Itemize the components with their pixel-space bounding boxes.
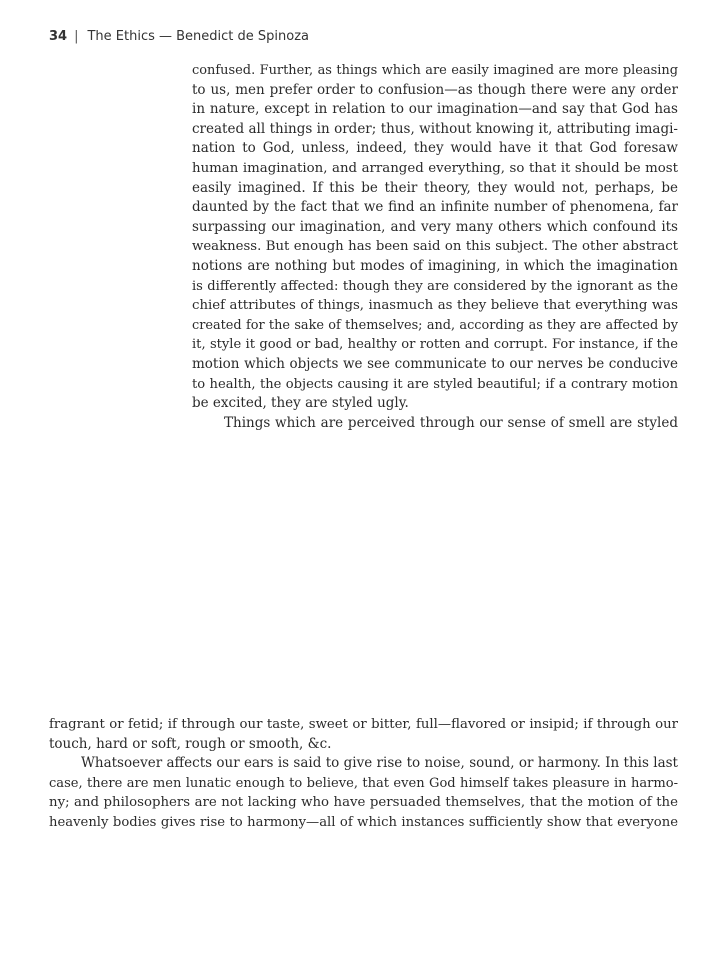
text-line: created for the sake of themselves; and, according as they are affected by xyxy=(192,317,678,333)
text-line: touch, hard or soft, rough or smooth, &c. xyxy=(49,735,332,752)
text-line: motion which objects we see communicate to our nerves be conducive xyxy=(192,355,678,372)
running-header xyxy=(49,29,309,44)
text-line: weakness. But enough has been said on this subject. The other abstract xyxy=(192,239,678,255)
text-line: to us, men prefer order to confusion—as though there were any order xyxy=(192,81,678,98)
paragraph-start-line: Whatsoever affects our ears is said to give rise to noise, sound, or harmony. In this last xyxy=(81,755,678,772)
text-line: notions are nothing but modes of imagining, in which the imagination xyxy=(192,257,678,274)
text-line: be excited, they are styled ugly. xyxy=(192,395,409,412)
text-line: surpassing our imagination, and very many others which confound its xyxy=(192,218,678,235)
text-line: case, there are men lunatic enough to believe, that even God himself takes pleasure in harmo- xyxy=(49,775,678,791)
text-line: heavenly bodies gives rise to harmony—all of which instances sufficiently show that everyone xyxy=(49,814,678,830)
text-line: daunted by the fact that we find an infinite number of phenomena, far xyxy=(192,199,678,216)
text-line: chief attributes of things, inasmuch as they believe that everything was xyxy=(192,298,678,314)
text-line: is differently affected: though they are considered by the ignorant as the xyxy=(192,278,678,294)
full-width-text xyxy=(49,715,678,833)
text-line: in nature, except in relation to our imagination—and say that God has xyxy=(192,101,678,118)
page-number: 34 xyxy=(49,29,68,44)
indented-text-column xyxy=(192,61,678,433)
text-line: nation to God, unless, indeed, they would have it that God foresaw xyxy=(192,140,678,157)
text-line: created all things in order; thus, without knowing it, attributing imagi- xyxy=(192,120,678,137)
text-line: confused. Further, as things which are easily imagined are more pleasing xyxy=(192,63,678,78)
running-title: The Ethics — Benedict de Spinoza xyxy=(87,29,310,44)
text-line: ny; and philosophers are not lacking who have persuaded themselves, that the motion of the xyxy=(49,795,678,811)
text-line: easily imagined. If this be their theory, they would not, perhaps, be xyxy=(192,179,678,196)
text-line: fragrant or fetid; if through our taste, sweet or bitter, full—flavored or insipid; if through our xyxy=(49,717,678,732)
text-line: human imagination, and arranged everything, so that it should be most xyxy=(192,160,678,176)
paragraph-start-line: Things which are perceived through our sense of smell are styled xyxy=(224,414,678,431)
text-line: it, style it good or bad, healthy or rotten and corrupt. For instance, if the xyxy=(192,337,678,353)
header-separator: | xyxy=(74,29,79,44)
text-line: to health, the objects causing it are styled beautiful; if a contrary motion xyxy=(192,376,678,392)
